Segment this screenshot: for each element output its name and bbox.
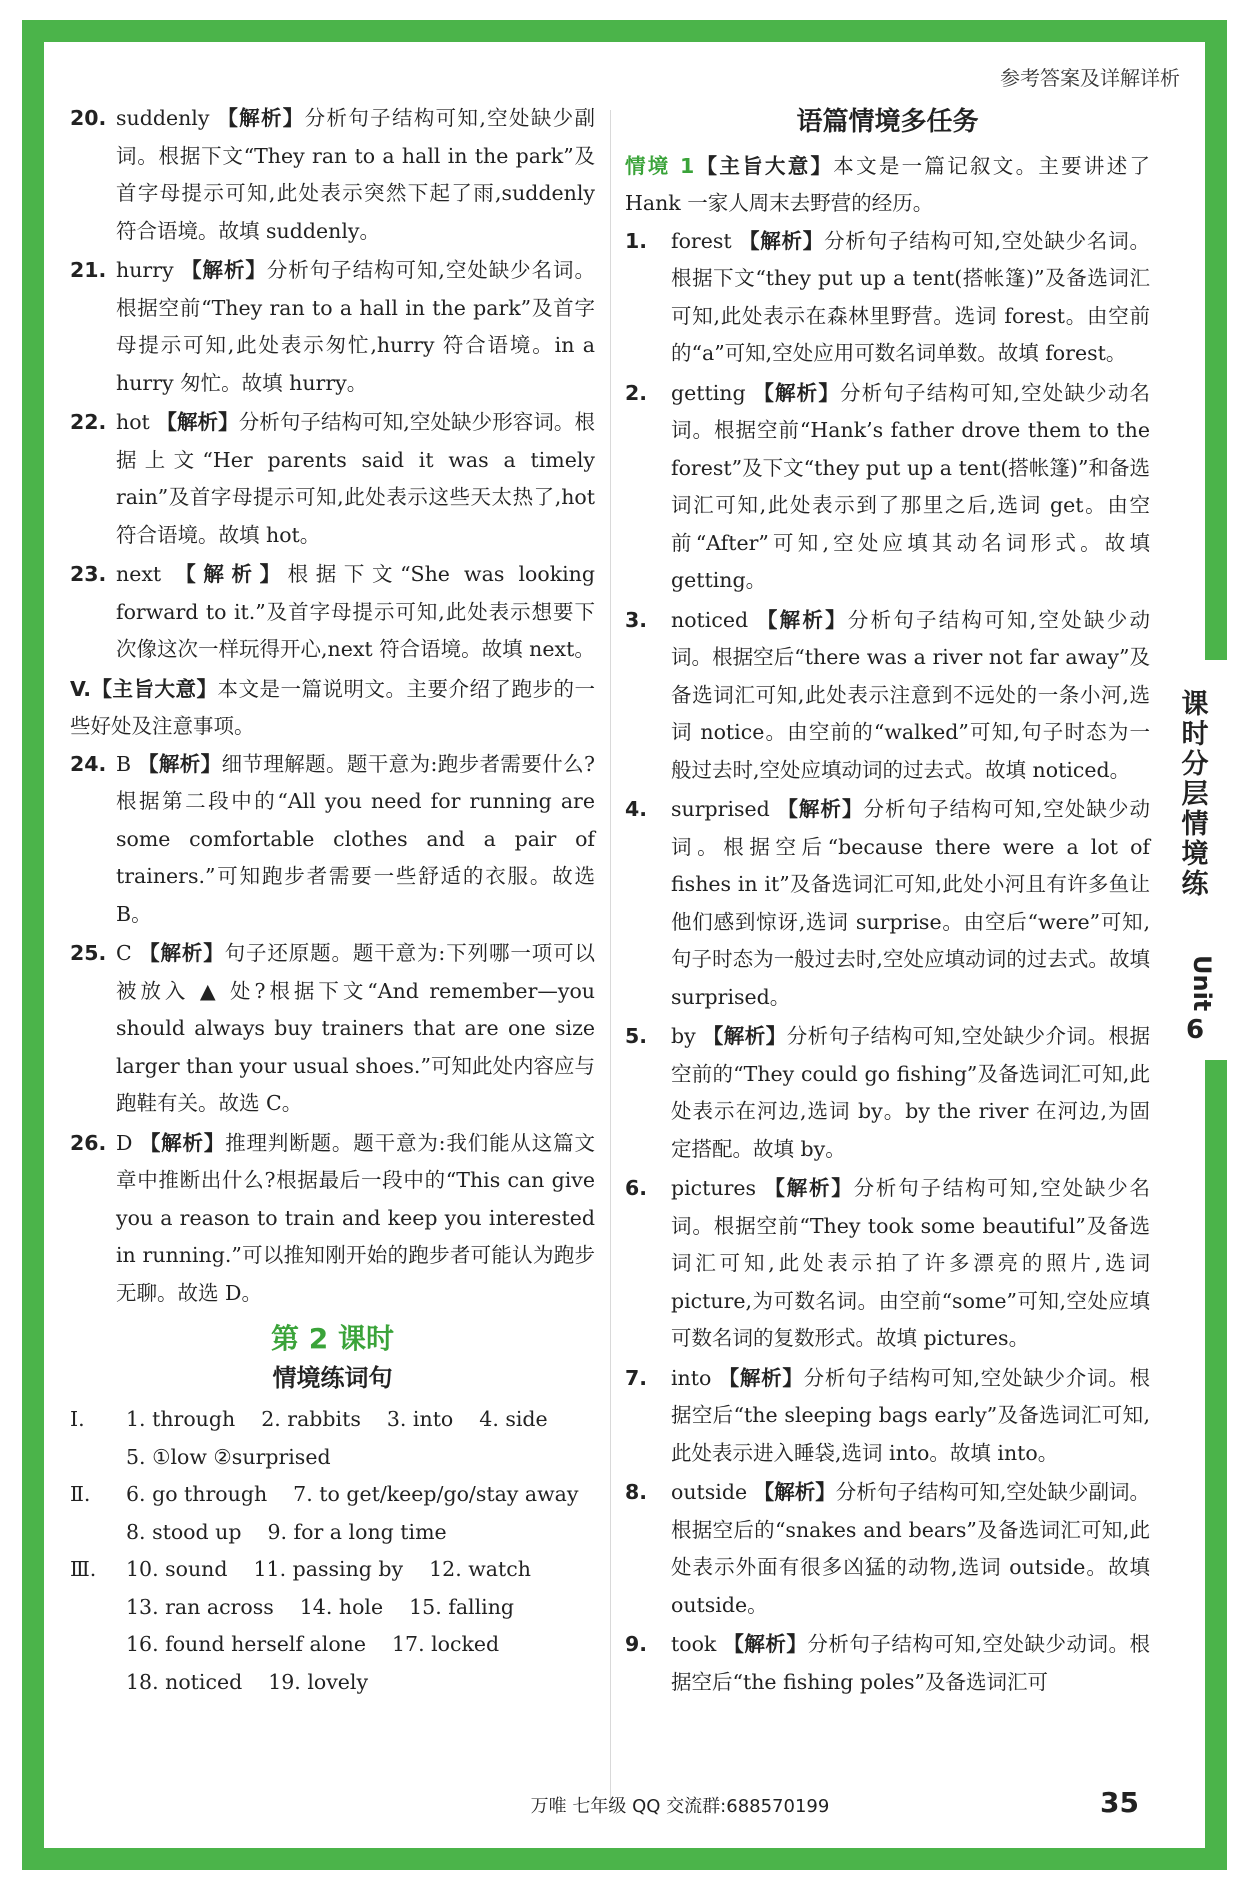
- vocab-answer: 7. to get/keep/go/stay away: [293, 1482, 579, 1506]
- vocab-answer: 15. falling: [409, 1594, 515, 1619]
- green-frame-right-upper: [1205, 20, 1227, 660]
- item-answer: took: [671, 1632, 717, 1656]
- footer-text: 万唯 七年级 QQ 交流群:688570199: [530, 1796, 830, 1817]
- answer-paragraph: [625, 1170, 1150, 1358]
- vocab-roman-numeral: [70, 1664, 100, 1702]
- green-frame-bottom: [22, 1848, 1227, 1870]
- item-tag: 【解析】: [764, 1176, 854, 1200]
- vocab-row: [70, 1476, 595, 1514]
- vocab-roman-numeral: [70, 1439, 100, 1477]
- answer-paragraph: [70, 100, 595, 250]
- item-tag: 【解析】: [138, 751, 222, 776]
- vocab-answer: 18. noticed: [126, 1669, 243, 1694]
- answer-item: [70, 556, 595, 669]
- item-number: 4.: [625, 797, 648, 821]
- item-explanation: 分析句子结构可知,空处缺少动名词。根据空前“Hank’s father drove them to the forest”及下文“they put up a tent(搭帐篷)”和备选词汇可知,此处表示到了那里之后,选词 get。由空前“After”可知,空处应填其动名词形式。故填 getting。: [671, 380, 1150, 592]
- vocab-row: [70, 1551, 595, 1589]
- item-number: 25.: [70, 941, 107, 965]
- answer-item: [625, 375, 1150, 600]
- answer-list-right: [625, 223, 1150, 1702]
- answer-item: [625, 1170, 1150, 1358]
- item-tag: 【解析】: [139, 941, 225, 965]
- context-summary: [625, 148, 1150, 223]
- item-tag: 【解析】: [702, 1024, 787, 1048]
- answer-item: [70, 404, 595, 554]
- context-lead: 【主旨大意】: [694, 153, 834, 178]
- answer-item: [625, 791, 1150, 1016]
- vocab-row: [70, 1626, 595, 1664]
- vocab-answer: 14. hole: [299, 1594, 384, 1619]
- side-tab-unit-label: Unit: [1188, 955, 1216, 1012]
- item-explanation: 分析句子结构可知,空处缺少形容词。根据上文“Her parents said it was a timely rain”及首字母提示可知,此处表示这些天太热了,hot 符合语境。故填 hot。: [116, 410, 595, 547]
- answer-list-b: [70, 746, 595, 1313]
- section-v-text: 本文是一篇说明文。主要介绍了跑步的一些好处及注意事项。: [70, 676, 596, 738]
- vocab-answer: 5. ①low ②surprised: [126, 1444, 331, 1469]
- answer-paragraph: [70, 404, 595, 554]
- vocab-answer: 17. locked: [392, 1632, 500, 1656]
- section-title: 语篇情境多任务: [796, 107, 979, 137]
- vocab-roman-numeral: [70, 1514, 100, 1552]
- item-answer: forest: [671, 228, 732, 253]
- item-answer: C: [116, 941, 132, 965]
- item-number: 20.: [70, 106, 107, 130]
- lesson-title: 第 2 课时: [271, 1322, 394, 1355]
- item-tag: 【解析】: [718, 1365, 804, 1390]
- item-explanation: 分析句子结构可知,空处缺少副词。根据下文“They ran to a hall in the park”及首字母提示可知,此处表示突然下起了雨,suddenly 符合语境。故填 suddenly。: [116, 106, 596, 243]
- item-explanation: 细节理解题。题干意为:跑步者需要什么?根据第二段中的“All you need for running are some comfortable clothes and a pair of trainers.”可知跑步者需要一些舒适的衣服。故选 B。: [116, 751, 595, 926]
- vocab-answer: 3. into: [386, 1407, 454, 1431]
- vocab-row: [70, 1401, 595, 1439]
- vocab-roman-numeral: [70, 1589, 100, 1627]
- answer-item: [70, 746, 595, 934]
- lesson-subtitle: 情境练词句: [272, 1363, 393, 1392]
- vocab-answers: [70, 1401, 595, 1701]
- page-number: 35: [1100, 1786, 1139, 1819]
- vocab-answer: 13. ran across: [126, 1594, 274, 1619]
- item-explanation: 分析句子结构可知,空处缺少介词。根据空后“the sleeping bags early”及备选词汇可知,此处表示进入睡袋,选词 into。故填 into。: [671, 1365, 1151, 1465]
- vocab-row: [70, 1514, 595, 1552]
- item-explanation: 分析句子结构可知,空处缺少动词。根据空后“because there were a lot of fishes in it”及备选词汇可知,此处小河且有许多鱼让他们感到惊讶,选词 surprise。由空后“were”可知,句子时态为一般过去时,空处应填动词的过去式。故填 surprised。: [671, 797, 1151, 1009]
- item-tag: 【解析】: [777, 797, 864, 821]
- item-explanation: 分析句子结构可知,空处缺少介词。根据空前的“They could go fishing”及备选词汇可知,此处表示在河边,选词 by。by the river 在河边,为固定搭配。故填 by。: [671, 1024, 1150, 1161]
- answer-paragraph: [70, 746, 595, 934]
- item-number: 7.: [625, 1365, 648, 1390]
- answer-item: [625, 223, 1150, 373]
- vocab-answer: 2. rabbits: [261, 1407, 361, 1431]
- vocab-answer: 6. go through: [126, 1482, 268, 1506]
- vocab-roman-numeral: Ⅲ.: [70, 1557, 97, 1581]
- item-answer: hot: [116, 410, 150, 434]
- vocab-answer: 10. sound: [126, 1557, 228, 1581]
- item-answer: suddenly: [116, 106, 210, 130]
- item-number: 8.: [625, 1480, 648, 1504]
- item-answer: surprised: [671, 797, 770, 821]
- item-number: 22.: [70, 410, 107, 434]
- answer-paragraph: [70, 556, 595, 669]
- answer-list-a: [70, 100, 595, 669]
- answer-paragraph: [625, 375, 1150, 600]
- vocab-answer: 1. through: [126, 1407, 236, 1431]
- item-number: 5.: [625, 1024, 648, 1048]
- section-v-lead: V.【主旨大意】: [70, 676, 218, 701]
- vocab-roman-numeral: Ⅱ.: [70, 1482, 91, 1506]
- vocab-answer: 9. for a long time: [267, 1519, 447, 1544]
- item-answer: outside: [671, 1480, 748, 1504]
- side-tab-title: 课时分层情境练: [1181, 689, 1209, 900]
- answer-paragraph: [625, 602, 1150, 790]
- item-tag: 【解析】: [175, 562, 288, 586]
- item-tag: 【解析】: [753, 1480, 836, 1504]
- item-number: 2.: [625, 380, 648, 405]
- item-explanation: 分析句子结构可知,空处缺少名词。根据下文“they put up a tent(搭帐篷)”及备选词汇可知,此处表示在森林里野营。选词 forest。由空前的“a”可知,空处应用可数名词单数。故填 forest。: [671, 228, 1150, 365]
- answer-paragraph: [625, 1474, 1150, 1624]
- vocab-answer: 8. stood up: [126, 1519, 242, 1544]
- item-tag: 【解析】: [738, 228, 825, 253]
- green-frame-right-lower: [1205, 1060, 1227, 1870]
- vocab-row: [70, 1589, 595, 1627]
- item-explanation: 根据下文“She was looking forward to it.”及首字母提示可知,此处表示想要下次像这次一样玩得开心,next 符合语境。故填 next。: [116, 562, 595, 661]
- vocab-roman-numeral: Ⅰ.: [70, 1407, 85, 1431]
- right-column: [625, 100, 1150, 1703]
- green-frame-left: [22, 20, 44, 1870]
- answer-paragraph: [625, 1360, 1150, 1473]
- side-tab-unit-number: 6: [1185, 1015, 1205, 1045]
- item-answer: getting: [671, 380, 746, 405]
- left-column: [70, 100, 595, 1701]
- answer-item: [625, 1474, 1150, 1624]
- item-answer: B: [116, 751, 132, 776]
- item-explanation: 分析句子结构可知,空处缺少名词。根据空前“They took some beautiful”及备选词汇可知,此处表示拍了许多漂亮的照片,选词 picture,为可数名词。由空前“some”可知,空处应填可数名词的复数形式。故填 pictures。: [671, 1176, 1151, 1350]
- item-number: 21.: [70, 258, 107, 282]
- context-text: 本文是一篇记叙文。主要讲述了 Hank 一家人周末去野营的经历。: [625, 153, 1151, 215]
- answer-item: [70, 1125, 595, 1313]
- item-explanation: 分析句子结构可知,空处缺少动词。根据空后“the fishing poles”及备选词汇可: [671, 1632, 1151, 1694]
- section-v-summary: [70, 671, 595, 746]
- item-explanation: 分析句子结构可知,空处缺少名词。根据空前“They ran to a hall in the park”及首字母提示可知,此处表示匆忙,hurry 符合语境。in a hurry 匆忙。故填 hurry。: [116, 258, 596, 395]
- answer-paragraph: [625, 791, 1150, 1016]
- item-tag: 【解析】: [181, 258, 267, 282]
- column-divider: [610, 110, 611, 1800]
- answer-item: [70, 252, 595, 402]
- item-tag: 【解析】: [723, 1632, 808, 1656]
- green-frame-top: [22, 20, 1227, 42]
- item-number: 23.: [70, 562, 107, 586]
- vocab-answer: 12. watch: [429, 1557, 531, 1581]
- item-answer: by: [671, 1024, 696, 1048]
- answer-paragraph: [70, 252, 595, 402]
- item-answer: pictures: [671, 1176, 757, 1200]
- vocab-row: [70, 1439, 595, 1477]
- answer-item: [70, 935, 595, 1123]
- item-tag: 【解析】: [156, 410, 239, 434]
- answer-paragraph: [625, 223, 1150, 373]
- item-explanation: 句子还原题。题干意为:下列哪一项可以被放入 ▲ 处?根据下文“And remember—you should always buy trainers that are one size larger than your usual shoes.”可知此处内容应与跑鞋有关。故选 C。: [116, 941, 596, 1115]
- item-number: 6.: [625, 1176, 648, 1200]
- item-answer: hurry: [116, 258, 174, 282]
- item-tag: 【解析】: [139, 1130, 226, 1155]
- item-number: 3.: [625, 607, 648, 632]
- item-explanation: 推理判断题。题干意为:我们能从这篇文章中推断出什么?根据最后一段中的“This can give you a reason to train and keep you interested in running.”可以推知刚开始的跑步者可能认为跑步无聊。故选 D。: [116, 1130, 596, 1305]
- item-answer: into: [671, 1365, 712, 1390]
- item-number: 1.: [625, 228, 648, 253]
- item-answer: next: [116, 562, 162, 586]
- vocab-answer: 11. passing by: [253, 1557, 404, 1581]
- item-number: 9.: [625, 1632, 648, 1656]
- item-tag: 【解析】: [217, 106, 305, 130]
- item-tag: 【解析】: [753, 380, 841, 405]
- item-explanation: 分析句子结构可知,空处缺少副词。根据空后的“snakes and bears”及备选词汇可知,此处表示外面有很多凶猛的动物,选词 outside。故填 outside。: [671, 1480, 1151, 1617]
- answer-item: [625, 1360, 1150, 1473]
- item-answer: D: [116, 1130, 133, 1155]
- answer-paragraph: [70, 1125, 595, 1313]
- item-explanation: 分析句子结构可知,空处缺少动词。根据空后“there was a river not far away”及备选词汇可知,此处表示注意到不远处的一条小河,选词 notice。由空前的“walked”可知,句子时态为一般过去时,空处应填动词的过去式。故填 noticed。: [671, 607, 1151, 782]
- vocab-answer: 4. side: [479, 1407, 548, 1431]
- page-header-title: 参考答案及详解详析: [1000, 66, 1180, 90]
- vocab-answer: 16. found herself alone: [126, 1632, 366, 1656]
- item-tag: 【解析】: [756, 607, 848, 632]
- item-answer: noticed: [671, 607, 749, 632]
- vocab-roman-numeral: [70, 1626, 100, 1664]
- answer-item: [625, 602, 1150, 790]
- answer-paragraph: [625, 1626, 1150, 1701]
- context-label: 情境 1: [625, 153, 695, 178]
- vocab-answer: 19. lovely: [268, 1669, 369, 1694]
- answer-item: [625, 1626, 1150, 1701]
- item-number: 26.: [70, 1130, 107, 1155]
- vocab-row: [70, 1664, 595, 1702]
- answer-paragraph: [625, 1018, 1150, 1168]
- item-number: 24.: [70, 751, 107, 776]
- answer-item: [70, 100, 595, 250]
- answer-paragraph: [70, 935, 595, 1123]
- answer-item: [625, 1018, 1150, 1168]
